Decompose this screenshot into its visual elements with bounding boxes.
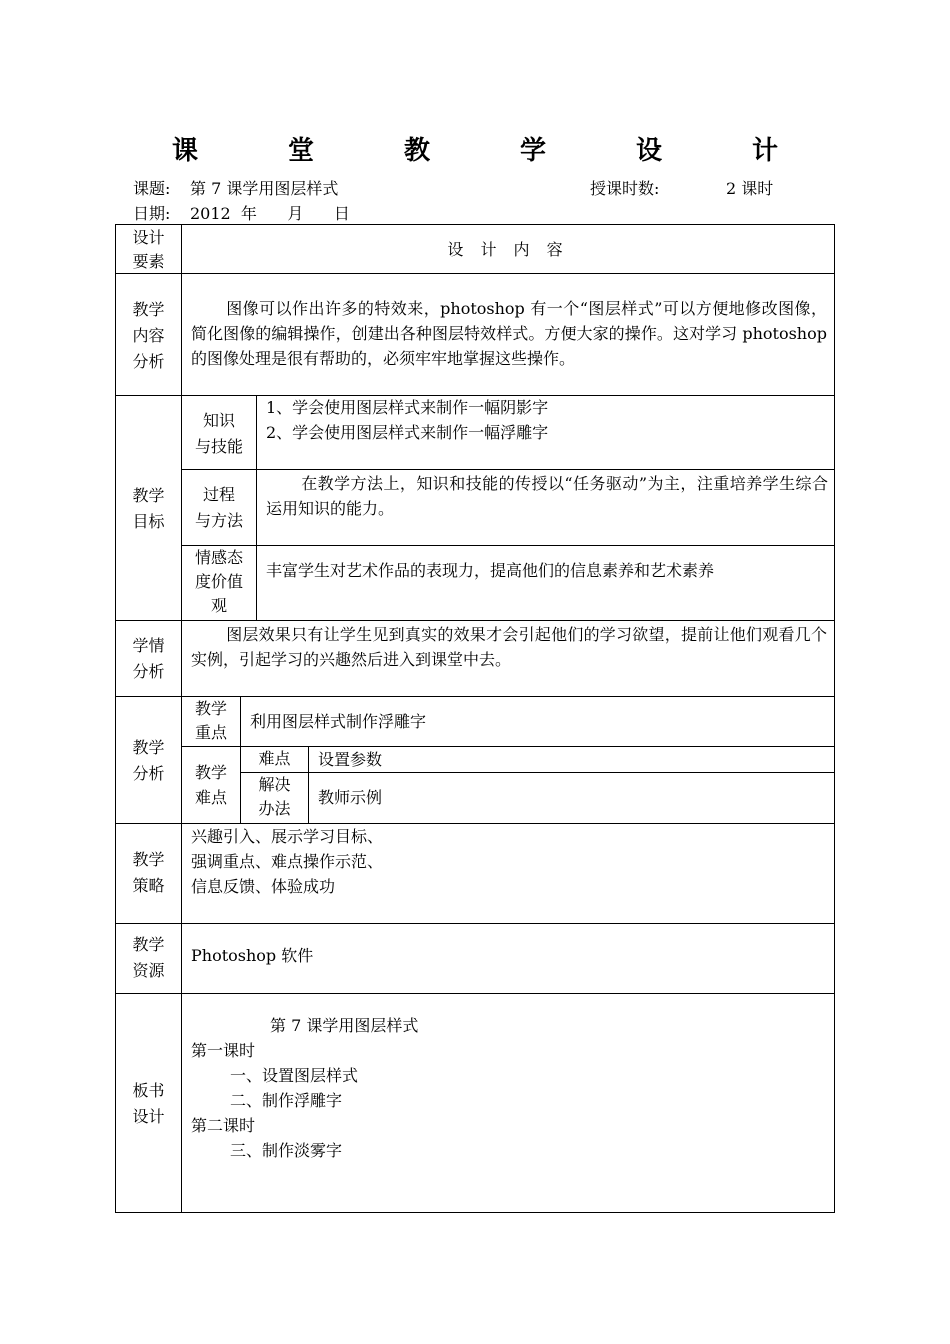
content-analysis-label: 教学 内容 分析	[132, 300, 165, 371]
board-session-1: 第一课时	[191, 1041, 256, 1060]
student-analysis-label: 学情 分析	[132, 636, 165, 681]
date-label: 日期:	[133, 204, 171, 223]
date-value: 2012 年 月 日	[190, 204, 350, 223]
teaching-analysis-label: 教学 分析	[132, 738, 165, 783]
emotion-label: 情感态 度价值 观	[194, 548, 243, 615]
nandian-text: 设置参数	[318, 750, 383, 769]
strategy-line-1: 兴趣引入、展示学习目标、	[191, 827, 384, 846]
emotion-text: 丰富学生对艺术作品的表现力，提高他们的信息素养和艺术素养	[266, 561, 715, 580]
page-title: 课 堂 教 学 设 计	[171, 136, 810, 166]
knowledge-label: 知识 与技能	[194, 411, 243, 456]
knowledge-line-2: 2、学会使用图层样式来制作一幅浮雕字	[266, 423, 549, 442]
nandian-label: 难点	[258, 749, 291, 768]
key-point-label: 教学 重点	[194, 699, 227, 742]
key-point-text: 利用图层样式制作浮雕字	[250, 712, 427, 731]
resources-text: Photoshop 软件	[191, 946, 314, 965]
process-label: 过程 与方法	[194, 485, 243, 530]
board-design-label: 板书 设计	[132, 1081, 165, 1126]
difficulty-label: 教学 难点	[194, 763, 227, 807]
board-item-1: 一、设置图层样式	[230, 1066, 359, 1085]
topic-value: 第 7 课学用图层样式	[190, 179, 339, 198]
knowledge-line-1: 1、学会使用图层样式来制作一幅阴影字	[266, 398, 549, 417]
solution-text: 教师示例	[318, 788, 383, 807]
strategy-line-3: 信息反馈、体验成功	[191, 877, 336, 896]
content-analysis-text: 图像可以作出许多的特效来，photoshop 有一个“图层样式”可以方便地修改图像，简化图像的编辑操作，创建出各种图层特效样式。方便大家的操作。这对学习 photoshop 的图像处理是很有帮助的，必须牢牢地掌握这些操作。	[191, 299, 827, 368]
solution-label: 解决 办法	[258, 775, 291, 818]
hours-label: 授课时数:	[590, 179, 660, 198]
board-item-2: 二、制作浮雕字	[230, 1091, 343, 1110]
board-item-3: 三、制作淡雾字	[230, 1141, 343, 1160]
goals-label: 教学 目标	[132, 486, 165, 531]
strategy-label: 教学 策略	[132, 850, 165, 895]
design-content-header: 设 计 内 容	[447, 240, 569, 259]
resources-label: 教学 资源	[132, 935, 165, 980]
topic-label: 课题:	[133, 179, 171, 198]
board-session-2: 第二课时	[191, 1116, 256, 1135]
strategy-line-2: 强调重点、难点操作示范、	[191, 852, 384, 871]
board-title: 第 7 课学用图层样式	[270, 1016, 419, 1035]
hours-value: 2 课时	[726, 179, 774, 198]
student-analysis-text: 图层效果只有让学生见到真实的效果才会引起他们的学习欲望，提前让他们观看几个实例，引起学习的兴趣然后进入到课堂中去。	[191, 625, 827, 669]
design-elements-header: 设计 要素	[132, 228, 165, 271]
process-text: 在教学方法上，知识和技能的传授以“任务驱动”为主，注重培养学生综合运用知识的能力。	[266, 474, 828, 518]
